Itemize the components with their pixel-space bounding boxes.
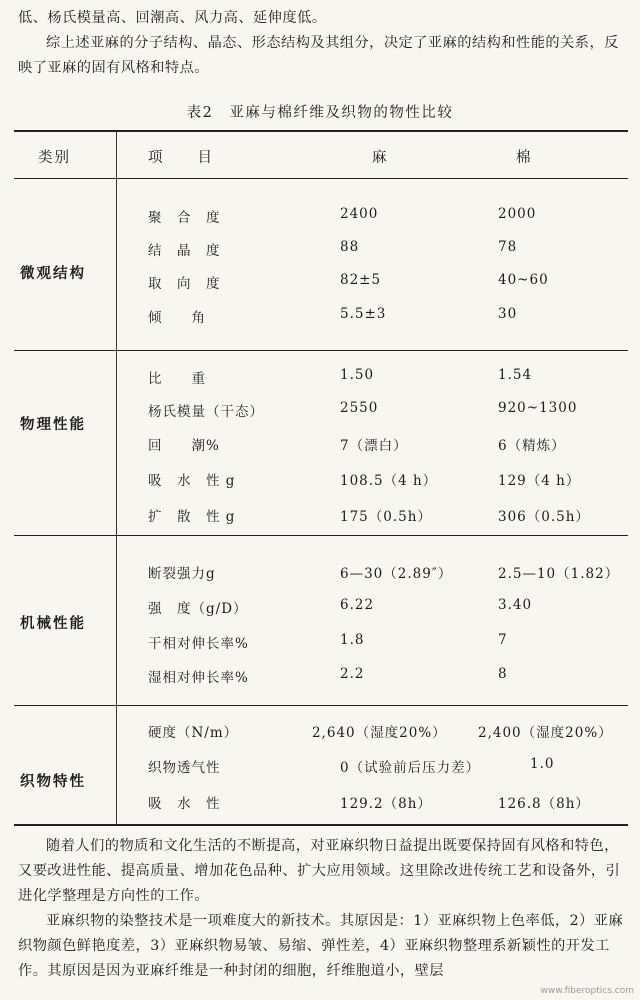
row-cotton-value: 6（精炼） bbox=[498, 438, 566, 454]
row-linen-value: 0（试验前后压力差） bbox=[340, 760, 481, 776]
row-linen-value: 129.2（8h） bbox=[340, 796, 432, 812]
row-cotton-value: 920~1300 bbox=[498, 400, 578, 416]
row-item: 干相对伸长率% bbox=[148, 636, 249, 652]
row-cotton-value: 8 bbox=[498, 666, 508, 682]
row-item: 回 潮% bbox=[148, 438, 220, 454]
row-item: 吸 水 性 bbox=[148, 796, 221, 812]
category-label: 织物特性 bbox=[20, 773, 86, 790]
row-cotton-value: 306（0.5h） bbox=[498, 509, 590, 525]
row-item: 硬度（N/m） bbox=[148, 725, 239, 741]
row-linen-value: 2400 bbox=[340, 206, 379, 222]
row-item: 杨氏模量（干态） bbox=[148, 404, 264, 420]
table-top-rule bbox=[14, 130, 628, 132]
row-linen-value: 2.2 bbox=[340, 666, 365, 682]
header-cotton: 棉 bbox=[516, 150, 533, 166]
row-cotton-value: 7 bbox=[498, 632, 508, 648]
row-cotton-value: 1.0 bbox=[530, 756, 555, 772]
row-cotton-value: 40~60 bbox=[498, 272, 549, 288]
row-linen-value: 6.22 bbox=[340, 597, 375, 613]
row-cotton-value: 3.40 bbox=[498, 597, 533, 613]
header-linen: 麻 bbox=[372, 150, 389, 166]
row-linen-value: 1.8 bbox=[340, 632, 365, 648]
intro-text bbox=[18, 6, 624, 81]
row-linen-value: 7（漂白） bbox=[340, 438, 408, 454]
row-item: 取 向 度 bbox=[148, 276, 221, 292]
table-bottom-rule bbox=[14, 824, 628, 826]
intro-paragraph: 综上述亚麻的分子结构、晶态、形态结构及其组分，决定了亚麻的结构和性能的关系，反映了亚麻的固有风格和特点。 bbox=[18, 35, 619, 76]
row-linen-value: 175（0.5h） bbox=[340, 509, 432, 525]
row-linen-value: 2,640（湿度20%） bbox=[312, 725, 447, 741]
row-cotton-value: 2000 bbox=[498, 206, 537, 222]
row-linen-value: 5.5±3 bbox=[340, 306, 387, 322]
row-item: 湿相对伸长率% bbox=[148, 670, 249, 686]
row-linen-value: 6—30（2.89″） bbox=[340, 566, 453, 582]
row-item: 织物透气性 bbox=[148, 760, 221, 776]
outro-text bbox=[18, 834, 624, 984]
row-cotton-value: 1.54 bbox=[498, 367, 533, 383]
watermark: www.fiberoptics.com bbox=[540, 986, 634, 996]
row-item: 比 重 bbox=[148, 371, 206, 387]
header-item: 项 目 bbox=[148, 150, 214, 166]
outro-paragraph: 亚麻织物的染整技术是一项难度大的新技术。其原因是：1）亚麻织物上色率低，2）亚麻织物颜色鲜艳度差，3）亚麻织物易皱、易缩、弹性差，4）亚麻织物整理系新颖性的开发工作。其原因是因为亚麻纤维是一种封闭的细胞，纤维胞道小，壁层 bbox=[18, 913, 624, 979]
category-label: 物理性能 bbox=[20, 416, 86, 433]
table-header-rule bbox=[14, 178, 628, 179]
row-cotton-value: 2,400（湿度20%） bbox=[478, 725, 613, 741]
intro-line: 低、杨氏模量高、回潮高、风力高、延伸度低。 bbox=[18, 10, 327, 26]
row-cotton-value: 30 bbox=[498, 306, 518, 322]
row-item: 吸 水 性 g bbox=[148, 473, 236, 489]
row-cotton-value: 78 bbox=[498, 239, 518, 255]
column-divider bbox=[116, 130, 117, 824]
row-linen-value: 88 bbox=[340, 239, 360, 255]
group-divider bbox=[14, 535, 628, 536]
row-cotton-value: 2.5—10（1.82） bbox=[498, 566, 620, 582]
row-linen-value: 1.50 bbox=[340, 367, 375, 383]
row-item: 聚 合 度 bbox=[148, 210, 221, 226]
category-label: 机械性能 bbox=[20, 615, 86, 632]
outro-paragraph: 随着人们的物质和文化生活的不断提高，对亚麻织物日益提出既要保持固有风格和特色，又要改进性能、提高质量、增加花色品种、扩大应用领域。这里除改进传统工艺和设备外，引进化学整理是方向性的工作。 bbox=[18, 838, 621, 904]
row-linen-value: 2550 bbox=[340, 400, 379, 416]
category-label: 微观结构 bbox=[20, 265, 86, 282]
row-item: 结 晶 度 bbox=[148, 243, 221, 259]
row-linen-value: 82±5 bbox=[340, 272, 382, 288]
row-item: 扩 散 性 g bbox=[148, 509, 236, 525]
row-cotton-value: 129（4 h） bbox=[498, 473, 581, 489]
row-item: 断裂强力g bbox=[148, 566, 216, 582]
row-linen-value: 108.5（4 h） bbox=[340, 473, 438, 489]
row-cotton-value: 126.8（8h） bbox=[498, 796, 590, 812]
table-caption: 表2 亚麻与棉纤维及织物的物性比较 bbox=[186, 105, 454, 121]
group-divider bbox=[14, 705, 628, 706]
group-divider bbox=[14, 350, 628, 351]
header-category: 类别 bbox=[38, 150, 71, 166]
row-item: 强 度（g/D） bbox=[148, 601, 248, 617]
row-item: 倾 角 bbox=[148, 310, 206, 326]
